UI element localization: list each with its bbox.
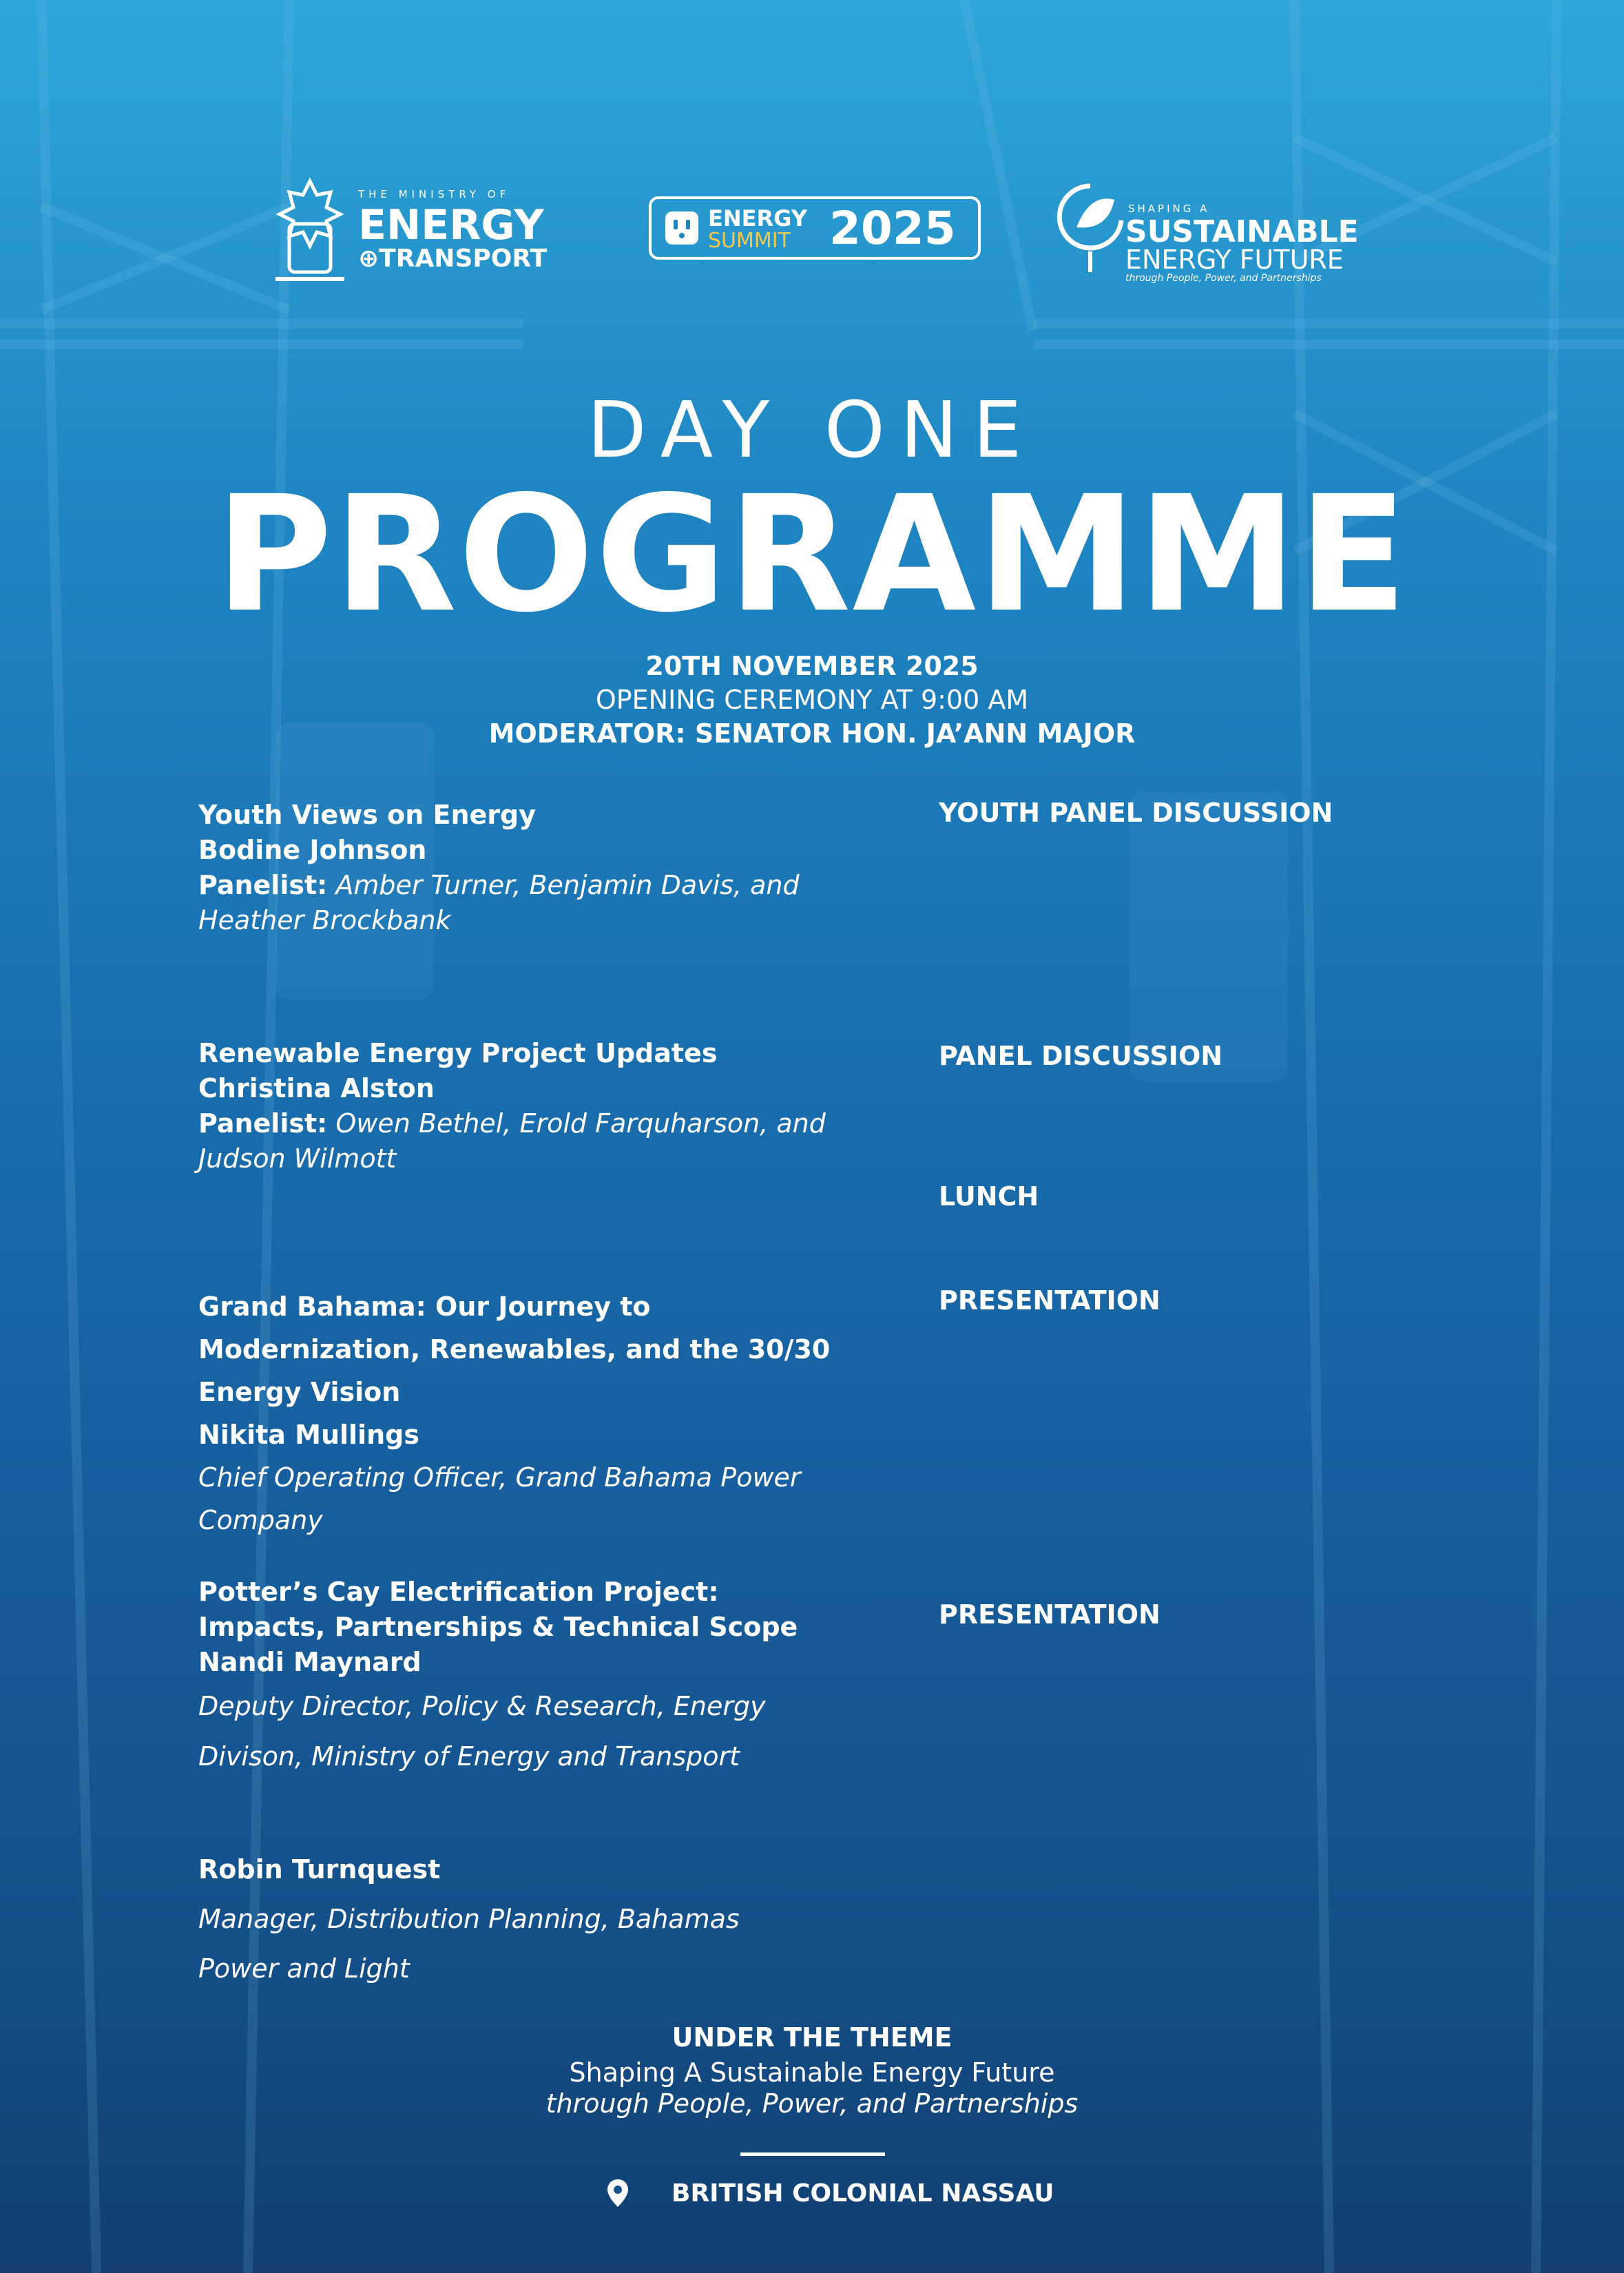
session-type: PRESENTATION (939, 1285, 1160, 1316)
theme-line2: through People, Power, and Partnerships (545, 2088, 1079, 2119)
session-title-cont: Energy Vision (198, 1377, 401, 1407)
session-title: Youth Views on Energy (198, 800, 537, 830)
session-grand-bahama (198, 1285, 887, 1542)
session-type: PRESENTATION (939, 1599, 1160, 1630)
day-heading: DAY ONE (587, 386, 1037, 475)
speaker-role-block (198, 1681, 887, 1782)
power-outlet-icon (664, 210, 700, 246)
theme-logo-top: SHAPING A (1128, 203, 1210, 215)
session-speaker: Bodine Johnson (198, 835, 427, 865)
speaker-robin-turnquest (198, 1845, 887, 1993)
summit-year: 2025 (829, 202, 956, 255)
location (599, 2177, 1081, 2211)
ministry-logo (269, 176, 558, 286)
summit-word-energy: ENERGY (708, 205, 807, 231)
event-date: 20TH NOVEMBER 2025 (645, 651, 979, 681)
coat-of-arms-icon (269, 176, 351, 286)
session-potters-cay (198, 1575, 887, 1782)
session-speaker: Robin Turnquest (198, 1854, 441, 1885)
session-youth-views (198, 798, 887, 938)
leaf-plug-icon (1052, 179, 1128, 276)
location-pin-icon (606, 2178, 629, 2208)
ministry-logo-line2: ⊕TRANSPORT (358, 245, 548, 273)
session-type: YOUTH PANEL DISCUSSION (939, 798, 1333, 828)
speaker-role-cont: Divison, Ministry of Energy and Transport (198, 1741, 740, 1772)
page-title: PROGRAMME (215, 461, 1409, 647)
session-title-cont: Modernization, Renewables, and the 30/30 (198, 1334, 831, 1364)
speaker-role: Chief Operating Officer, Grand Bahama Power (198, 1462, 801, 1493)
session-panelists: Panelist: Owen Bethel, Erold Farquharson, and (198, 1108, 826, 1139)
session-speaker: Nikita Mullings (198, 1420, 419, 1450)
session-title: Renewable Energy Project Updates (198, 1038, 718, 1068)
theme-line1: Shaping A Sustainable Energy Future (569, 2057, 1055, 2088)
footer-divider (740, 2152, 885, 2156)
session-speaker: Nandi Maynard (198, 1647, 421, 1677)
theme-logo-line1: SUSTAINABLE (1125, 214, 1359, 249)
summit-word-summit: SUMMIT (708, 229, 791, 253)
opening-ceremony: OPENING CEREMONY AT 9:00 AM (595, 685, 1029, 715)
session-panelists-cont: Heather Brockbank (198, 905, 451, 935)
theme-label: UNDER THE THEME (672, 2022, 952, 2053)
plus-icon: ⊕ (358, 245, 379, 273)
location-text: BRITISH COLONIAL NASSAU (672, 2179, 1054, 2208)
ministry-logo-small: THE MINISTRY OF (358, 188, 510, 200)
session-title: Grand Bahama: Our Journey to (198, 1291, 651, 1322)
session-panelists: Panelist: Amber Turner, Benjamin Davis, and (198, 870, 800, 900)
speaker-role-cont: Company (198, 1505, 323, 1535)
session-type: PANEL DISCUSSION (939, 1041, 1223, 1071)
theme-logo-tagline: through People, Power, and Partnerships (1125, 273, 1322, 284)
speaker-role: Deputy Director, Policy & Research, Energy (198, 1691, 766, 1721)
theme-logo-line2: ENERGY FUTURE (1125, 245, 1344, 275)
ministry-logo-line1: ENERGY (358, 201, 544, 249)
summit-logo (649, 196, 981, 260)
theme-logo (1052, 179, 1369, 282)
moderator: MODERATOR: SENATOR HON. JA’ANN MAJOR (488, 718, 1136, 749)
lunch-label: LUNCH (939, 1181, 1039, 1212)
speaker-role-cont: Power and Light (198, 1953, 410, 1984)
speaker-role: Manager, Distribution Planning, Bahamas (198, 1904, 740, 1934)
session-renewable-updates (198, 1036, 887, 1176)
session-panelists-cont: Judson Wilmott (198, 1143, 397, 1174)
session-title-cont: Impacts, Partnerships & Technical Scope (198, 1612, 798, 1642)
session-speaker: Christina Alston (198, 1073, 435, 1103)
session-title: Potter’s Cay Electrification Project: (198, 1577, 719, 1607)
